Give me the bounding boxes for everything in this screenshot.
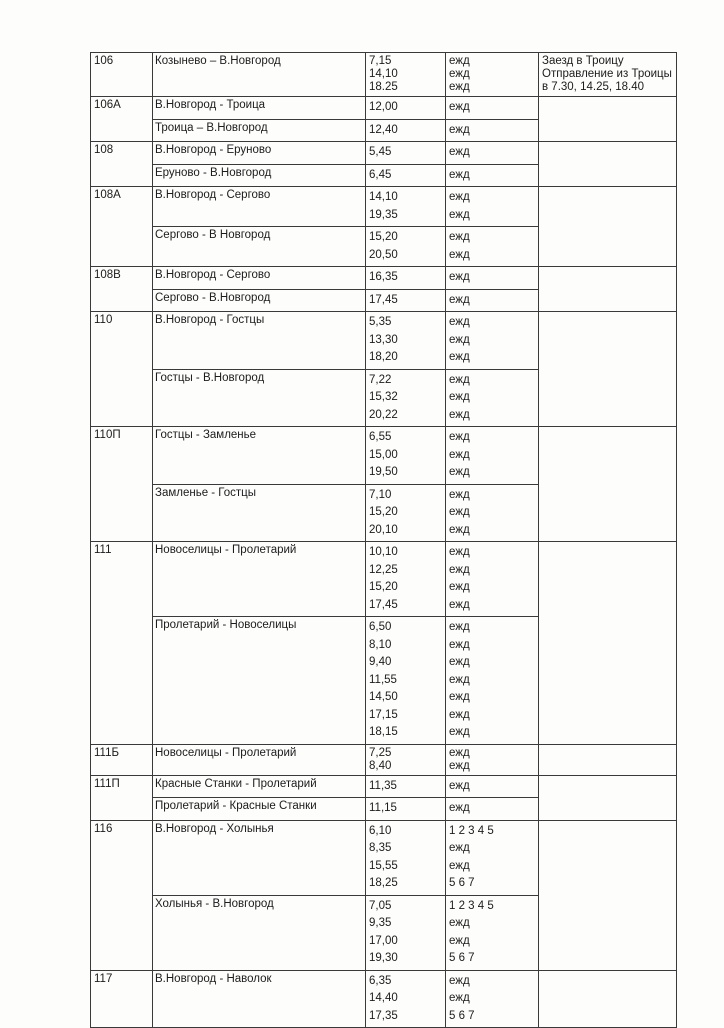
operating-day: ежд — [449, 802, 470, 814]
departure-times — [366, 227, 446, 267]
table-row — [91, 542, 677, 617]
route-name-text: Красные Станки - Пролетарий — [155, 777, 317, 790]
route-note — [539, 187, 677, 267]
departure-time: 20,22 — [369, 408, 398, 421]
route-number: 116 — [91, 820, 153, 970]
table-row — [91, 97, 677, 120]
operating-day: ежд — [449, 351, 470, 363]
operating-day: 5 6 7 — [449, 952, 475, 964]
operating-days — [446, 617, 539, 745]
operating-day: ежд — [449, 68, 470, 80]
route-name-text: Замленье - Гостцы — [155, 486, 257, 499]
operating-day: ежд — [449, 373, 470, 386]
operating-day: ежд — [449, 55, 470, 67]
route-name-text: Гостцы - Замленье — [155, 429, 257, 441]
departure-time: 19,30 — [369, 952, 398, 964]
route-note — [539, 820, 677, 970]
table-row — [91, 775, 677, 798]
route-name — [153, 775, 366, 798]
route-name — [153, 798, 366, 821]
operating-day: ежд — [449, 448, 470, 461]
departure-time: 11,35 — [369, 779, 397, 792]
operating-day: ежд — [449, 708, 470, 721]
operating-day: 1 2 3 4 5 — [449, 899, 494, 912]
route-name — [153, 542, 366, 617]
route-name-text: Пролетарий - Новоселицы — [155, 619, 297, 631]
route-name — [153, 227, 366, 267]
route-name — [153, 312, 366, 370]
departure-times — [366, 617, 446, 745]
route-name — [153, 289, 366, 312]
route-name — [153, 617, 366, 745]
departure-time: 19,50 — [369, 466, 398, 478]
route-name-text: Сергово - В.Новгород — [155, 291, 271, 304]
operating-day: ежд — [449, 231, 470, 243]
table-row — [91, 267, 677, 290]
route-name-text: В.Новгород - Сергово — [155, 189, 271, 201]
operating-day: ежд — [449, 581, 470, 593]
route-note — [539, 97, 677, 142]
operating-days — [446, 187, 539, 227]
route-name-text: В.Новгород - Наволок — [155, 972, 272, 985]
departure-time: 17,35 — [369, 1009, 398, 1022]
route-number: 108В — [91, 267, 153, 312]
route-name — [153, 895, 366, 970]
departure-time: 9,40 — [369, 656, 392, 668]
departure-times — [366, 267, 446, 290]
operating-days — [446, 484, 539, 542]
operating-day: ежд — [449, 81, 470, 93]
operating-day: 5 6 7 — [449, 1009, 475, 1022]
departure-times — [366, 798, 446, 821]
departure-time: 14,10 — [369, 191, 398, 203]
table-row — [91, 142, 677, 165]
departure-times — [366, 427, 446, 485]
departure-time: 11,15 — [369, 802, 397, 814]
departure-time: 15,32 — [369, 391, 398, 403]
table-row — [91, 970, 677, 1028]
route-note — [539, 427, 677, 542]
departure-time: 6,10 — [369, 824, 392, 837]
operating-days — [446, 820, 539, 895]
departure-time: 18.25 — [369, 81, 398, 93]
departure-times — [366, 289, 446, 312]
route-name-text: Гостцы - В.Новгород — [155, 371, 265, 384]
operating-days — [446, 227, 539, 267]
departure-time: 19,35 — [369, 208, 398, 221]
operating-days — [446, 542, 539, 617]
departure-times — [366, 369, 446, 427]
departure-time: 17,00 — [369, 934, 398, 947]
route-name-text: Еруново - В.Новгород — [155, 166, 272, 179]
departure-time: 5,35 — [369, 316, 392, 328]
route-name-text: В.Новгород - Еруново — [155, 144, 272, 156]
operating-days — [446, 119, 539, 142]
route-name-text: Новоселицы - Пролетарий — [155, 544, 297, 556]
route-name — [153, 187, 366, 227]
operating-day: ежд — [449, 726, 470, 738]
operating-day: ежд — [449, 506, 470, 518]
operating-day: ежд — [449, 146, 470, 158]
route-number: 106А — [91, 97, 153, 142]
departure-time: 12,40 — [369, 123, 398, 136]
route-number: 111П — [91, 775, 153, 820]
operating-day: ежд — [449, 974, 470, 987]
departure-time: 8,40 — [369, 759, 392, 772]
departure-time: 14,10 — [369, 68, 398, 80]
operating-days — [446, 970, 539, 1028]
departure-time: 12,00 — [369, 101, 398, 113]
route-number: 117 — [91, 970, 153, 1028]
operating-day: ежд — [449, 917, 470, 929]
operating-day: ежд — [449, 333, 470, 346]
departure-times — [366, 775, 446, 798]
table-row — [91, 53, 677, 97]
departure-time: 6,55 — [369, 431, 392, 443]
route-name-text: Новоселицы - Пролетарий — [155, 746, 297, 759]
operating-days — [446, 895, 539, 970]
operating-days — [446, 744, 539, 775]
departure-time: 13,30 — [369, 333, 398, 346]
schedule-table — [90, 52, 677, 1028]
operating-day: ежд — [449, 271, 470, 283]
route-number: 110 — [91, 312, 153, 427]
departure-time: 9,35 — [369, 917, 392, 929]
operating-day: ежд — [449, 208, 470, 221]
departure-time: 18,20 — [369, 351, 398, 363]
operating-day: ежд — [449, 759, 470, 772]
route-number: 108 — [91, 142, 153, 187]
operating-day: ежд — [449, 123, 470, 136]
route-name-text: В.Новгород - Троица — [155, 99, 266, 111]
departure-time: 7,22 — [369, 373, 392, 386]
departure-time: 12,25 — [369, 563, 398, 576]
operating-day: ежд — [449, 191, 470, 203]
departure-times — [366, 53, 446, 97]
operating-days — [446, 312, 539, 370]
route-name-text: Пролетарий - Красные Станки — [155, 800, 317, 812]
departure-times — [366, 895, 446, 970]
route-name — [153, 53, 366, 97]
operating-day: 1 2 3 4 5 — [449, 824, 494, 837]
route-note — [539, 775, 677, 820]
route-name — [153, 119, 366, 142]
operating-days — [446, 267, 539, 290]
departure-time: 17,45 — [369, 598, 398, 611]
operating-day: ежд — [449, 691, 470, 703]
table-row — [91, 312, 677, 370]
operating-day: ежд — [449, 523, 470, 536]
departure-time: 18,25 — [369, 877, 398, 889]
operating-days — [446, 775, 539, 798]
operating-day: 5 6 7 — [449, 877, 475, 889]
route-number: 111Б — [91, 744, 153, 775]
departure-time: 7,15 — [369, 55, 392, 67]
operating-days — [446, 289, 539, 312]
operating-day: ежд — [449, 656, 470, 668]
operating-day: ежд — [449, 598, 470, 611]
departure-time: 8,10 — [369, 638, 392, 651]
route-name — [153, 267, 366, 290]
operating-day: ежд — [449, 101, 470, 113]
route-name — [153, 484, 366, 542]
departure-time: 20,50 — [369, 248, 398, 261]
departure-time: 7,10 — [369, 488, 392, 501]
departure-times — [366, 820, 446, 895]
operating-day: ежд — [449, 638, 470, 651]
route-name-text: Козынево – В.Новгород — [155, 55, 281, 67]
departure-time: 6,50 — [369, 621, 392, 633]
operating-days — [446, 97, 539, 120]
route-number: 111 — [91, 542, 153, 745]
operating-days — [446, 164, 539, 187]
departure-time: 5,45 — [369, 146, 392, 158]
departure-time: 16,35 — [369, 271, 398, 283]
route-name-text: Холынья - В.Новгород — [155, 897, 274, 910]
operating-day: ежд — [449, 408, 470, 421]
route-name — [153, 744, 366, 775]
departure-times — [366, 484, 446, 542]
departure-times — [366, 164, 446, 187]
operating-day: ежд — [449, 992, 470, 1004]
departure-time: 11,55 — [369, 673, 397, 686]
operating-days — [446, 369, 539, 427]
operating-day: ежд — [449, 248, 470, 261]
route-name-text: В.Новгород - Холынья — [155, 822, 274, 835]
route-name-text: Троица – В.Новгород — [155, 121, 268, 134]
route-name — [153, 142, 366, 165]
departure-times — [366, 312, 446, 370]
operating-days — [446, 53, 539, 97]
table-row — [91, 744, 677, 775]
departure-time: 14,40 — [369, 992, 398, 1004]
operating-day: ежд — [449, 431, 470, 443]
operating-days — [446, 427, 539, 485]
operating-day: ежд — [449, 859, 470, 872]
departure-time: 6,35 — [369, 974, 392, 987]
route-name-text: Сергово - В Новгород — [155, 229, 271, 241]
departure-time: 15,00 — [369, 448, 398, 461]
table-row — [91, 820, 677, 895]
operating-day: ежд — [449, 391, 470, 403]
route-name — [153, 369, 366, 427]
departure-time: 10,10 — [369, 546, 398, 558]
operating-day: ежд — [449, 488, 470, 501]
operating-day: ежд — [449, 673, 470, 686]
departure-time: 15,20 — [369, 506, 398, 518]
route-name-text: В.Новгород - Сергово — [155, 269, 271, 281]
operating-day: ежд — [449, 746, 470, 759]
route-note — [539, 970, 677, 1028]
operating-day: ежд — [449, 842, 470, 854]
route-note — [539, 267, 677, 312]
departure-time: 17,15 — [369, 708, 398, 721]
route-name-text: В.Новгород - Гостцы — [155, 314, 265, 326]
operating-day: ежд — [449, 563, 470, 576]
route-note — [539, 542, 677, 745]
table-row — [91, 427, 677, 485]
departure-times — [366, 119, 446, 142]
route-name — [153, 970, 366, 1028]
operating-day: ежд — [449, 621, 470, 633]
operating-day: ежд — [449, 934, 470, 947]
departure-time: 18,15 — [369, 726, 398, 738]
departure-time: 15,55 — [369, 859, 398, 872]
operating-day: ежд — [449, 466, 470, 478]
operating-day: ежд — [449, 779, 470, 792]
schedule-body — [91, 53, 677, 1028]
route-name — [153, 97, 366, 120]
departure-times — [366, 142, 446, 165]
operating-days — [446, 798, 539, 821]
departure-time: 20,10 — [369, 523, 398, 536]
departure-time: 8,35 — [369, 842, 392, 854]
departure-times — [366, 97, 446, 120]
route-name — [153, 164, 366, 187]
route-number: 108А — [91, 187, 153, 267]
route-note: Заезд в Троицу Отправление из Троицы в 7.30, 14.25, 18.40 — [539, 53, 677, 97]
departure-time: 17,45 — [369, 293, 398, 306]
route-number: 106 — [91, 53, 153, 97]
departure-times — [366, 187, 446, 227]
departure-time: 7,05 — [369, 899, 392, 912]
departure-time: 15,20 — [369, 581, 398, 593]
operating-day: ежд — [449, 546, 470, 558]
operating-day: ежд — [449, 316, 470, 328]
route-note — [539, 312, 677, 427]
route-note — [539, 744, 677, 775]
departure-time: 15,20 — [369, 231, 398, 243]
route-name — [153, 820, 366, 895]
route-name — [153, 427, 366, 485]
departure-times — [366, 542, 446, 617]
departure-time: 7,25 — [369, 746, 392, 759]
operating-day: ежд — [449, 168, 470, 181]
departure-time: 14,50 — [369, 691, 398, 703]
operating-day: ежд — [449, 293, 470, 306]
departure-time: 6,45 — [369, 168, 392, 181]
route-number: 110П — [91, 427, 153, 542]
departure-times — [366, 970, 446, 1028]
operating-days — [446, 142, 539, 165]
table-row — [91, 187, 677, 227]
departure-times — [366, 744, 446, 775]
route-note — [539, 142, 677, 187]
